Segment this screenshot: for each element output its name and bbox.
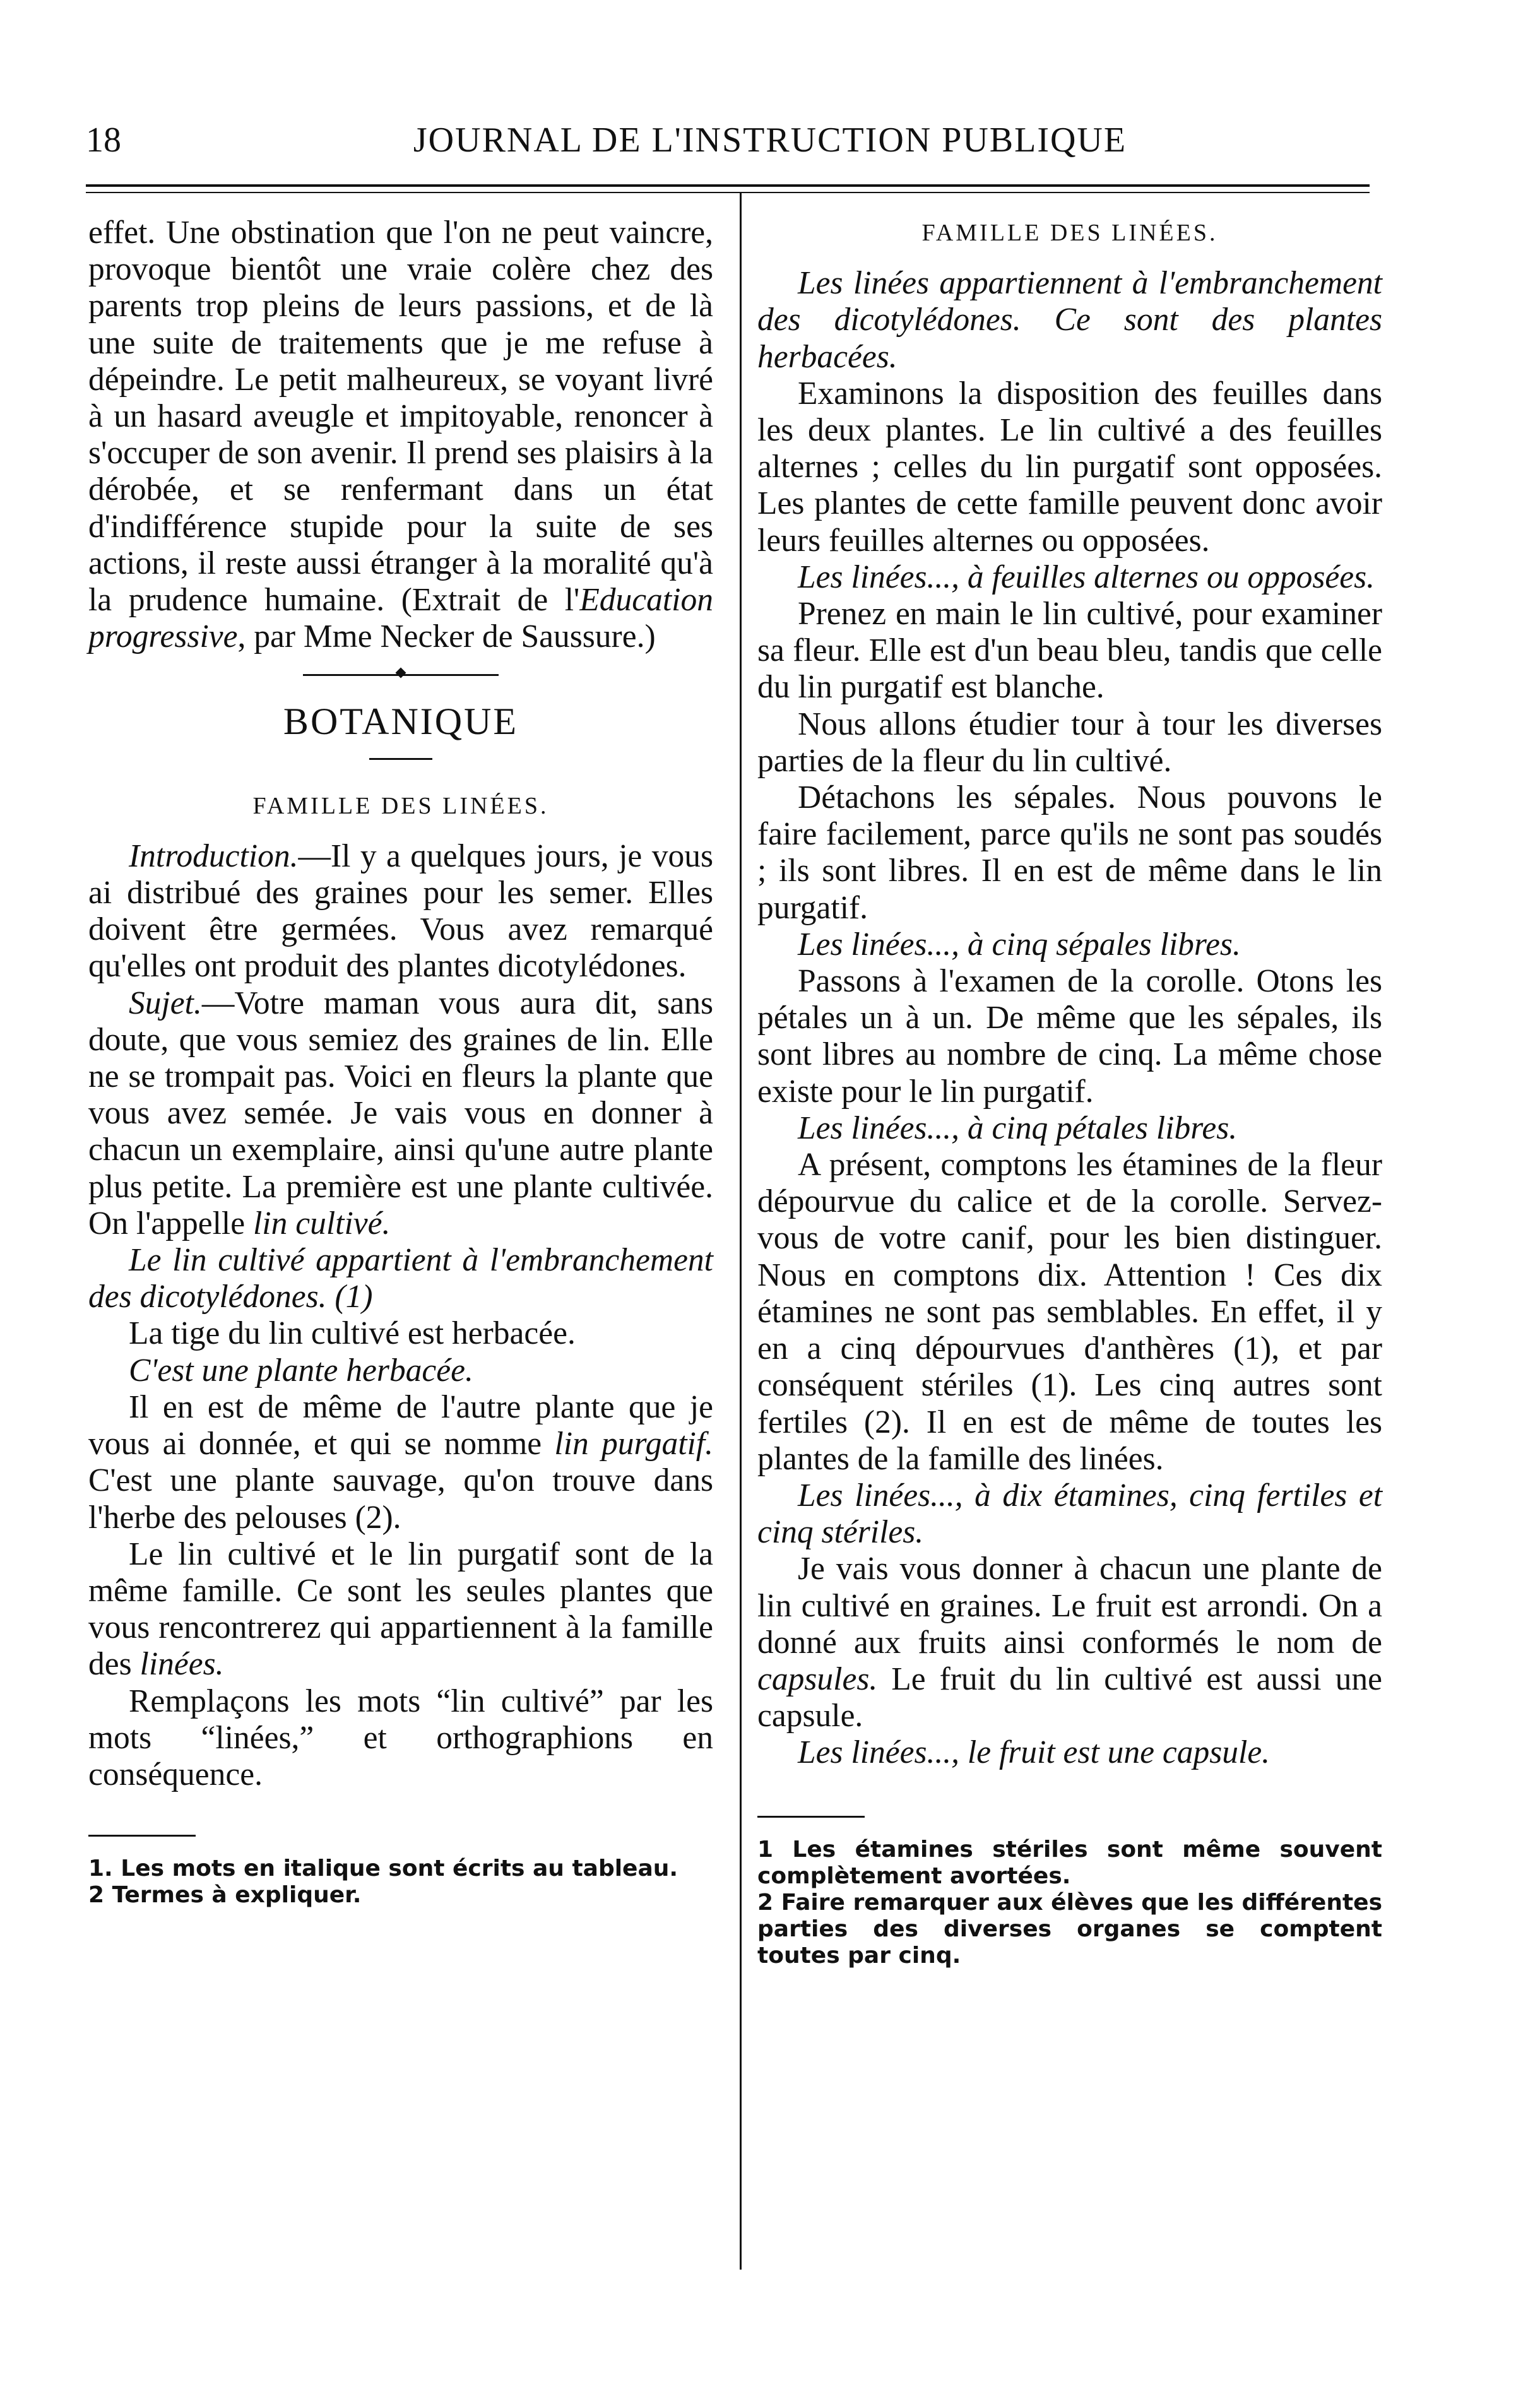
paragraph: Détachons les sépales. Nous pouvons le faire facilement, parce qu'ils ne sont pas soudés ; ils sont libres. Il en est de même dans le lin purgatif.	[757, 779, 1382, 926]
left-column	[88, 215, 713, 1909]
ornament-divider	[88, 655, 713, 697]
footnote-rule	[88, 1835, 196, 1837]
short-rule	[369, 758, 432, 760]
paragraph: Remplaçons les mots “lin cultivé” par les mots “linées,” et orthographions en conséquence.	[88, 1683, 713, 1792]
section-title: BOTANIQUE	[283, 701, 519, 743]
paragraph: Les linées..., à cinq sépales libres.	[798, 926, 1241, 962]
paragraph: Les linées appartiennent à l'embranchement des dicotylédones. Ce sont des plantes herbacées.	[757, 265, 1382, 375]
paragraph: C'est une plante herbacée.	[129, 1352, 473, 1389]
paragraph: Le lin cultivé appartient à l'embranchement des dicotylédones. (1)	[88, 1242, 713, 1315]
footnote-rule	[757, 1816, 865, 1818]
header-rule-thin	[86, 192, 1370, 193]
paragraph: Passons à l'examen de la corolle. Otons les pétales un à un. De même que les sépales, ils sont libres au nombre de cinq. La même chose existe pour le lin purgatif.	[757, 963, 1382, 1110]
paragraph: Prenez en main le lin cultivé, pour examiner sa fleur. Elle est d'un beau bleu, tandis que celle du lin purgatif est blanche.	[757, 596, 1382, 706]
subheading: FAMILLE DES LINÉES.	[921, 220, 1218, 246]
paragraph: Le lin cultivé et le lin purgatif sont de la même famille. Ce sont les seules plantes que vous rencontrerez qui appartiennent à la famille des linées.	[88, 1536, 713, 1683]
paragraph: Il en est de même de l'autre plante que je vous ai donnée, et qui se nomme lin purgatif. C'est une plante sauvage, qu'on trouve dans l'herbe des pelouses (2).	[88, 1389, 713, 1536]
paragraph: La tige du lin cultivé est herbacée.	[129, 1315, 576, 1352]
paragraph: A présent, comptons les étamines de la fleur dépourvue du calice et de la corolle. Servez-vous de votre canif, pour les bien distinguer. Nous en comptons dix. Attention ! Ces dix étamines ne sont pas semblables. En effet, il y en a cinq dépourvues d'anthères (1), et par conséquent stériles (1). Les cinq autres sont fertiles (2). Il en est de même de toutes les plantes de la famille des linées.	[757, 1147, 1382, 1477]
paragraph: Les linées..., à cinq pétales libres.	[798, 1110, 1238, 1146]
paragraph: Je vais vous donner à chacun une plante de lin cultivé en graines. Le fruit est arrondi. On a donné aux fruits ainsi conformés le nom de capsules. Le fruit du lin cultivé est aussi une capsule.	[757, 1551, 1382, 1734]
right-column	[757, 215, 1382, 1969]
paragraph: Examinons la disposition des feuilles dans les deux plantes. Le lin cultivé a des feuilles alternes ; celles du lin purgatif sont opposées. Les plantes de cette famille peuvent donc avoir leurs feuilles alternes ou opposées.	[757, 375, 1382, 559]
paragraph: Les linées..., le fruit est une capsule.	[798, 1734, 1270, 1771]
footnotes	[757, 1837, 1382, 1969]
footnote: 1. Les mots en italique sont écrits au tableau.	[88, 1856, 678, 1882]
subheading: FAMILLE DES LINÉES.	[252, 792, 549, 819]
paragraph: Les linées..., à feuilles alternes ou opposées.	[798, 559, 1375, 595]
footnote: 2 Faire remarquer aux élèves que les différentes parties des diverses organes se comptent toutes par cinq.	[757, 1889, 1382, 1969]
paragraph-sujet: Sujet.—Votre maman vous aura dit, sans doute, que vous semiez des graines de lin. Elle ne se trompait pas. Voici en fleurs la plante que vous avez semée. Je vais vous en donner à chacun un exemplaire, ainsi qu'une autre plante plus petite. La première est une plante cultivée. On l'appelle lin cultivé.	[88, 985, 713, 1241]
paragraph-introduction: Introduction.—Il y a quelques jours, je vous ai distribué des graines pour les semer. Elles doivent être germées. Vous avez remarqué qu'elles ont produit des plantes dicotylédones.	[88, 838, 713, 985]
page-number: 18	[86, 121, 121, 160]
running-title: JOURNAL DE L'INSTRUCTION PUBLIQUE	[413, 121, 1127, 160]
paragraph: Les linées..., à dix étamines, cinq fertiles et cinq stériles.	[757, 1477, 1382, 1551]
footnote: 1 Les étamines stériles sont même souvent complètement avortées.	[757, 1836, 1382, 1889]
paragraph: effet. Une obstination que l'on ne peut vaincre, provoque bientôt une vraie colère chez des parents trop pleins de leurs passions, et de là une suite de traitements que je me refuse à dépeindre. Le petit malheureux, se voyant livré à un hasard aveugle et impitoyable, renoncer à s'occuper de son avenir. Il prend ses plaisirs à la dérobée, et se renfermant dans un état d'indifférence stupide pour la suite de ses actions, il reste aussi étranger à la moralité qu'à la prudence humaine. (Extrait de l'Education progressive, par Mme Necker de Saussure.)	[88, 215, 713, 655]
header-rule	[86, 184, 1370, 187]
footnotes	[88, 1856, 713, 1909]
footnote: 2 Termes à expliquer.	[88, 1882, 362, 1909]
column-divider	[740, 193, 742, 2270]
paragraph: Nous allons étudier tour à tour les diverses parties de la fleur du lin cultivé.	[757, 706, 1382, 779]
